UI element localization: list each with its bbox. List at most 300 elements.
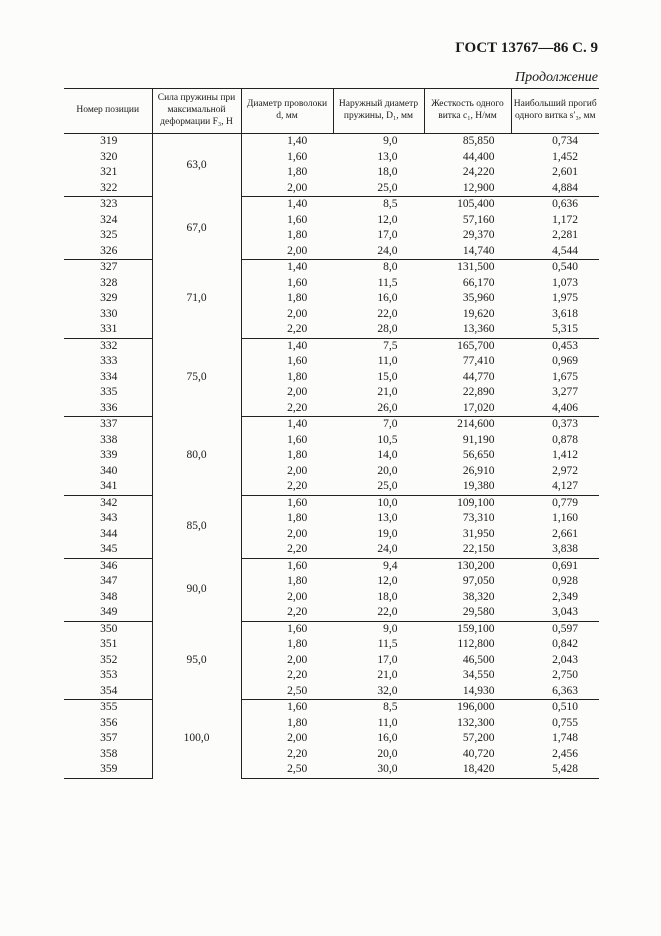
wire-diameter: 1,80	[287, 638, 308, 651]
deflection-value-cell	[511, 134, 599, 150]
wire-diameter-cell	[241, 276, 333, 292]
stiffness-value: 165,700	[457, 339, 495, 352]
deflection-value-cell	[511, 370, 599, 386]
wire-diameter: 1,80	[287, 166, 308, 179]
stiffness-value: 57,160	[462, 213, 495, 226]
stiffness-value-cell	[424, 495, 511, 511]
table-row	[64, 150, 599, 166]
outer-diameter: 18,0	[377, 590, 398, 603]
force-value: 85,0	[152, 495, 241, 558]
wire-diameter: 2,20	[287, 669, 308, 682]
deflection-value: 3,043	[552, 606, 578, 619]
deflection-value: 0,540	[552, 261, 578, 274]
outer-diameter-cell	[333, 401, 424, 417]
col-header-outer-diameter: Наружный диаметр пружины, D₁, мм	[333, 89, 424, 134]
deflection-value: 1,748	[552, 732, 578, 745]
position-number: 345	[64, 542, 152, 558]
wire-diameter-cell	[241, 747, 333, 763]
deflection-value-cell	[511, 479, 599, 495]
table-row	[64, 370, 599, 386]
stiffness-value: 66,170	[462, 276, 495, 289]
stiffness-value: 13,360	[462, 323, 495, 336]
wire-diameter-cell	[241, 401, 333, 417]
deflection-value: 1,412	[552, 449, 578, 462]
force-value: 100,0	[152, 700, 241, 779]
deflection-value-cell	[511, 700, 599, 716]
stiffness-value-cell	[424, 417, 511, 433]
position-number: 322	[64, 181, 152, 197]
deflection-value-cell	[511, 762, 599, 778]
wire-diameter: 1,40	[287, 418, 308, 431]
deflection-value-cell	[511, 213, 599, 229]
wire-diameter-cell	[241, 527, 333, 543]
table-row	[64, 276, 599, 292]
outer-diameter: 15,0	[377, 370, 398, 383]
wire-diameter-cell	[241, 260, 333, 276]
table-row	[64, 260, 599, 276]
deflection-value: 2,972	[552, 464, 578, 477]
deflection-value-cell	[511, 338, 599, 354]
wire-diameter: 2,00	[287, 732, 308, 745]
position-number: 348	[64, 590, 152, 606]
stiffness-value: 91,190	[462, 433, 495, 446]
outer-diameter: 17,0	[377, 653, 398, 666]
wire-diameter: 1,80	[287, 229, 308, 242]
deflection-value-cell	[511, 433, 599, 449]
wire-diameter-cell	[241, 558, 333, 574]
deflection-value: 0,878	[552, 433, 578, 446]
wire-diameter-cell	[241, 605, 333, 621]
table-row	[64, 338, 599, 354]
col-header-stiffness: Жесткость одного витка c₁, Н/мм	[424, 89, 511, 134]
wire-diameter: 1,60	[287, 276, 308, 289]
table-row	[64, 716, 599, 732]
stiffness-value-cell	[424, 731, 511, 747]
wire-diameter: 2,20	[287, 606, 308, 619]
wire-diameter-cell	[241, 700, 333, 716]
wire-diameter: 2,00	[287, 307, 308, 320]
wire-diameter-cell	[241, 150, 333, 166]
deflection-value: 1,073	[552, 276, 578, 289]
wire-diameter: 1,40	[287, 339, 308, 352]
stiffness-value-cell	[424, 370, 511, 386]
wire-diameter-cell	[241, 762, 333, 778]
wire-diameter: 1,80	[287, 575, 308, 588]
stiffness-value: 130,200	[457, 559, 495, 572]
stiffness-value: 159,100	[457, 622, 495, 635]
stiffness-value-cell	[424, 433, 511, 449]
deflection-value: 0,597	[552, 622, 578, 635]
position-number: 334	[64, 370, 152, 386]
outer-diameter-cell	[333, 276, 424, 292]
deflection-value: 2,281	[552, 229, 578, 242]
position-number: 351	[64, 637, 152, 653]
stiffness-value-cell	[424, 716, 511, 732]
deflection-value: 2,661	[552, 527, 578, 540]
deflection-value: 1,975	[552, 292, 578, 305]
outer-diameter-cell	[333, 213, 424, 229]
stiffness-value: 35,960	[462, 292, 495, 305]
wire-diameter-cell	[241, 464, 333, 480]
deflection-value: 4,884	[552, 181, 578, 194]
stiffness-value-cell	[424, 244, 511, 260]
page-header: ГОСТ 13767—86 С. 9	[455, 40, 598, 56]
stiffness-value-cell	[424, 574, 511, 590]
outer-diameter-cell	[333, 605, 424, 621]
outer-diameter-cell	[333, 558, 424, 574]
table-row	[64, 762, 599, 778]
deflection-value-cell	[511, 322, 599, 338]
position-number: 336	[64, 401, 152, 417]
deflection-value-cell	[511, 668, 599, 684]
position-number: 326	[64, 244, 152, 260]
position-number: 332	[64, 338, 152, 354]
deflection-value: 0,755	[552, 716, 578, 729]
position-number: 346	[64, 558, 152, 574]
deflection-value-cell	[511, 495, 599, 511]
position-number: 341	[64, 479, 152, 495]
table-row	[64, 417, 599, 433]
force-value: 90,0	[152, 558, 241, 621]
deflection-value-cell	[511, 574, 599, 590]
wire-diameter-cell	[241, 385, 333, 401]
table-row	[64, 307, 599, 323]
position-number: 319	[64, 134, 152, 150]
wire-diameter-cell	[241, 197, 333, 213]
table-row	[64, 448, 599, 464]
stiffness-value: 29,370	[462, 229, 495, 242]
outer-diameter: 9,0	[383, 622, 398, 635]
wire-diameter-cell	[241, 307, 333, 323]
table-row	[64, 511, 599, 527]
deflection-value: 2,601	[552, 166, 578, 179]
position-number: 327	[64, 260, 152, 276]
table-row	[64, 322, 599, 338]
deflection-value: 0,373	[552, 418, 578, 431]
deflection-value-cell	[511, 511, 599, 527]
outer-diameter: 16,0	[377, 732, 398, 745]
spring-table	[64, 88, 599, 779]
wire-diameter: 1,80	[287, 370, 308, 383]
outer-diameter: 20,0	[377, 464, 398, 477]
stiffness-value-cell	[424, 762, 511, 778]
wire-diameter: 2,20	[287, 543, 308, 556]
outer-diameter: 18,0	[377, 166, 398, 179]
position-number: 325	[64, 228, 152, 244]
table-row	[64, 464, 599, 480]
wire-diameter-cell	[241, 590, 333, 606]
position-number: 347	[64, 574, 152, 590]
outer-diameter: 11,5	[377, 638, 398, 651]
wire-diameter: 1,60	[287, 150, 308, 163]
stiffness-value: 56,650	[462, 449, 495, 462]
deflection-value-cell	[511, 228, 599, 244]
table-row	[64, 401, 599, 417]
outer-diameter-cell	[333, 181, 424, 197]
outer-diameter-cell	[333, 653, 424, 669]
wire-diameter: 1,60	[287, 213, 308, 226]
deflection-value-cell	[511, 401, 599, 417]
wire-diameter-cell	[241, 228, 333, 244]
stiffness-value-cell	[424, 134, 511, 150]
deflection-value: 3,618	[552, 307, 578, 320]
force-value: 75,0	[152, 338, 241, 417]
outer-diameter-cell	[333, 574, 424, 590]
outer-diameter: 22,0	[377, 606, 398, 619]
force-value: 63,0	[152, 134, 241, 197]
stiffness-value: 44,400	[462, 150, 495, 163]
table-row	[64, 291, 599, 307]
stiffness-value-cell	[424, 448, 511, 464]
position-number: 359	[64, 762, 152, 778]
table-row	[64, 605, 599, 621]
outer-diameter: 8,0	[383, 261, 398, 274]
wire-diameter: 2,20	[287, 401, 308, 414]
position-number: 353	[64, 668, 152, 684]
position-number: 357	[64, 731, 152, 747]
position-number: 324	[64, 213, 152, 229]
wire-diameter-cell	[241, 181, 333, 197]
outer-diameter: 13,0	[377, 150, 398, 163]
deflection-value-cell	[511, 385, 599, 401]
deflection-value-cell	[511, 747, 599, 763]
deflection-value-cell	[511, 558, 599, 574]
outer-diameter: 30,0	[377, 763, 398, 776]
stiffness-value: 131,500	[457, 261, 495, 274]
table-row	[64, 700, 599, 716]
position-number: 323	[64, 197, 152, 213]
stiffness-value: 26,910	[462, 464, 495, 477]
deflection-value-cell	[511, 542, 599, 558]
outer-diameter: 7,5	[383, 339, 398, 352]
outer-diameter-cell	[333, 762, 424, 778]
outer-diameter: 12,0	[377, 575, 398, 588]
outer-diameter-cell	[333, 338, 424, 354]
stiffness-value: 214,600	[457, 418, 495, 431]
table-row	[64, 731, 599, 747]
continuation-label: Продолжение	[515, 70, 598, 85]
deflection-value: 2,349	[552, 590, 578, 603]
wire-diameter-cell	[241, 574, 333, 590]
stiffness-value: 97,050	[462, 575, 495, 588]
outer-diameter-cell	[333, 527, 424, 543]
stiffness-value-cell	[424, 354, 511, 370]
wire-diameter-cell	[241, 370, 333, 386]
stiffness-value: 40,720	[462, 747, 495, 760]
outer-diameter-cell	[333, 165, 424, 181]
stiffness-value: 12,900	[462, 181, 495, 194]
wire-diameter-cell	[241, 511, 333, 527]
outer-diameter: 11,0	[377, 355, 398, 368]
table-row	[64, 527, 599, 543]
table-row	[64, 653, 599, 669]
outer-diameter-cell	[333, 464, 424, 480]
outer-diameter-cell	[333, 370, 424, 386]
outer-diameter-cell	[333, 228, 424, 244]
position-number: 320	[64, 150, 152, 166]
outer-diameter: 21,0	[377, 386, 398, 399]
wire-diameter: 1,80	[287, 512, 308, 525]
deflection-value-cell	[511, 590, 599, 606]
stiffness-value-cell	[424, 668, 511, 684]
outer-diameter-cell	[333, 700, 424, 716]
wire-diameter: 1,40	[287, 261, 308, 274]
deflection-value: 4,544	[552, 244, 578, 257]
table-row	[64, 244, 599, 260]
outer-diameter: 16,0	[377, 292, 398, 305]
outer-diameter-cell	[333, 511, 424, 527]
outer-diameter-cell	[333, 134, 424, 150]
deflection-value: 0,969	[552, 355, 578, 368]
outer-diameter-cell	[333, 668, 424, 684]
position-number: 340	[64, 464, 152, 480]
wire-diameter: 2,00	[287, 527, 308, 540]
deflection-value-cell	[511, 731, 599, 747]
outer-diameter: 25,0	[377, 181, 398, 194]
wire-diameter-cell	[241, 354, 333, 370]
deflection-value: 0,691	[552, 559, 578, 572]
table-row	[64, 479, 599, 495]
col-header-wire-diameter: Диаметр проволоки d, мм	[241, 89, 333, 134]
stiffness-value: 22,150	[462, 543, 495, 556]
position-number: 344	[64, 527, 152, 543]
table-row	[64, 433, 599, 449]
wire-diameter: 2,00	[287, 244, 308, 257]
deflection-value: 0,734	[552, 135, 578, 148]
stiffness-value: 19,380	[462, 480, 495, 493]
stiffness-value-cell	[424, 165, 511, 181]
wire-diameter: 2,20	[287, 747, 308, 760]
wire-diameter: 2,50	[287, 684, 308, 697]
table-row	[64, 684, 599, 700]
outer-diameter: 10,0	[377, 496, 398, 509]
table-row	[64, 197, 599, 213]
wire-diameter: 2,20	[287, 323, 308, 336]
wire-diameter-cell	[241, 165, 333, 181]
wire-diameter-cell	[241, 542, 333, 558]
stiffness-value: 44,770	[462, 370, 495, 383]
outer-diameter: 11,0	[377, 716, 398, 729]
stiffness-value: 196,000	[457, 701, 495, 714]
stiffness-value: 112,800	[457, 638, 495, 651]
wire-diameter: 1,60	[287, 622, 308, 635]
wire-diameter: 1,40	[287, 135, 308, 148]
position-number: 339	[64, 448, 152, 464]
outer-diameter-cell	[333, 244, 424, 260]
outer-diameter-cell	[333, 433, 424, 449]
stiffness-value-cell	[424, 700, 511, 716]
outer-diameter: 21,0	[377, 669, 398, 682]
outer-diameter: 25,0	[377, 480, 398, 493]
deflection-value: 2,043	[552, 653, 578, 666]
deflection-value-cell	[511, 291, 599, 307]
stiffness-value-cell	[424, 747, 511, 763]
deflection-value-cell	[511, 684, 599, 700]
position-number: 354	[64, 684, 152, 700]
table-body	[64, 134, 599, 779]
wire-diameter-cell	[241, 244, 333, 260]
stiffness-value: 29,580	[462, 606, 495, 619]
stiffness-value: 85,850	[462, 135, 495, 148]
deflection-value-cell	[511, 354, 599, 370]
deflection-value: 3,838	[552, 543, 578, 556]
outer-diameter-cell	[333, 542, 424, 558]
outer-diameter: 24,0	[377, 543, 398, 556]
position-number: 356	[64, 716, 152, 732]
table-row	[64, 621, 599, 637]
outer-diameter-cell	[333, 590, 424, 606]
wire-diameter: 1,60	[287, 355, 308, 368]
deflection-value-cell	[511, 464, 599, 480]
outer-diameter-cell	[333, 479, 424, 495]
stiffness-value: 14,740	[462, 244, 495, 257]
outer-diameter-cell	[333, 621, 424, 637]
stiffness-value: 46,500	[462, 653, 495, 666]
outer-diameter-cell	[333, 747, 424, 763]
deflection-value: 1,452	[552, 150, 578, 163]
deflection-value: 3,277	[552, 386, 578, 399]
stiffness-value-cell	[424, 385, 511, 401]
stiffness-value-cell	[424, 181, 511, 197]
wire-diameter-cell	[241, 653, 333, 669]
deflection-value: 2,750	[552, 669, 578, 682]
wire-diameter-cell	[241, 479, 333, 495]
table-row	[64, 228, 599, 244]
table-row	[64, 213, 599, 229]
wire-diameter-cell	[241, 668, 333, 684]
outer-diameter-cell	[333, 495, 424, 511]
deflection-value: 0,510	[552, 701, 578, 714]
wire-diameter-cell	[241, 731, 333, 747]
force-value: 71,0	[152, 260, 241, 339]
stiffness-value-cell	[424, 542, 511, 558]
wire-diameter-cell	[241, 213, 333, 229]
table-row	[64, 747, 599, 763]
deflection-value-cell	[511, 260, 599, 276]
deflection-value: 0,636	[552, 198, 578, 211]
deflection-value: 0,842	[552, 638, 578, 651]
stiffness-value-cell	[424, 684, 511, 700]
position-number: 333	[64, 354, 152, 370]
outer-diameter: 10,5	[377, 433, 398, 446]
outer-diameter: 17,0	[377, 229, 398, 242]
outer-diameter-cell	[333, 260, 424, 276]
deflection-value-cell	[511, 181, 599, 197]
wire-diameter-cell	[241, 637, 333, 653]
deflection-value-cell	[511, 716, 599, 732]
wire-diameter-cell	[241, 684, 333, 700]
deflection-value: 4,127	[552, 480, 578, 493]
stiffness-value: 109,100	[457, 496, 495, 509]
stiffness-value-cell	[424, 307, 511, 323]
stiffness-value: 18,420	[462, 763, 495, 776]
outer-diameter: 20,0	[377, 747, 398, 760]
table-row	[64, 637, 599, 653]
deflection-value-cell	[511, 197, 599, 213]
outer-diameter: 8,5	[383, 701, 398, 714]
wire-diameter: 1,60	[287, 496, 308, 509]
stiffness-value: 34,550	[462, 669, 495, 682]
stiffness-value: 24,220	[462, 166, 495, 179]
table-row	[64, 354, 599, 370]
position-number: 329	[64, 291, 152, 307]
deflection-value-cell	[511, 605, 599, 621]
table-header-row	[64, 89, 599, 134]
force-value: 80,0	[152, 417, 241, 496]
wire-diameter: 1,60	[287, 433, 308, 446]
outer-diameter-cell	[333, 716, 424, 732]
deflection-value-cell	[511, 621, 599, 637]
